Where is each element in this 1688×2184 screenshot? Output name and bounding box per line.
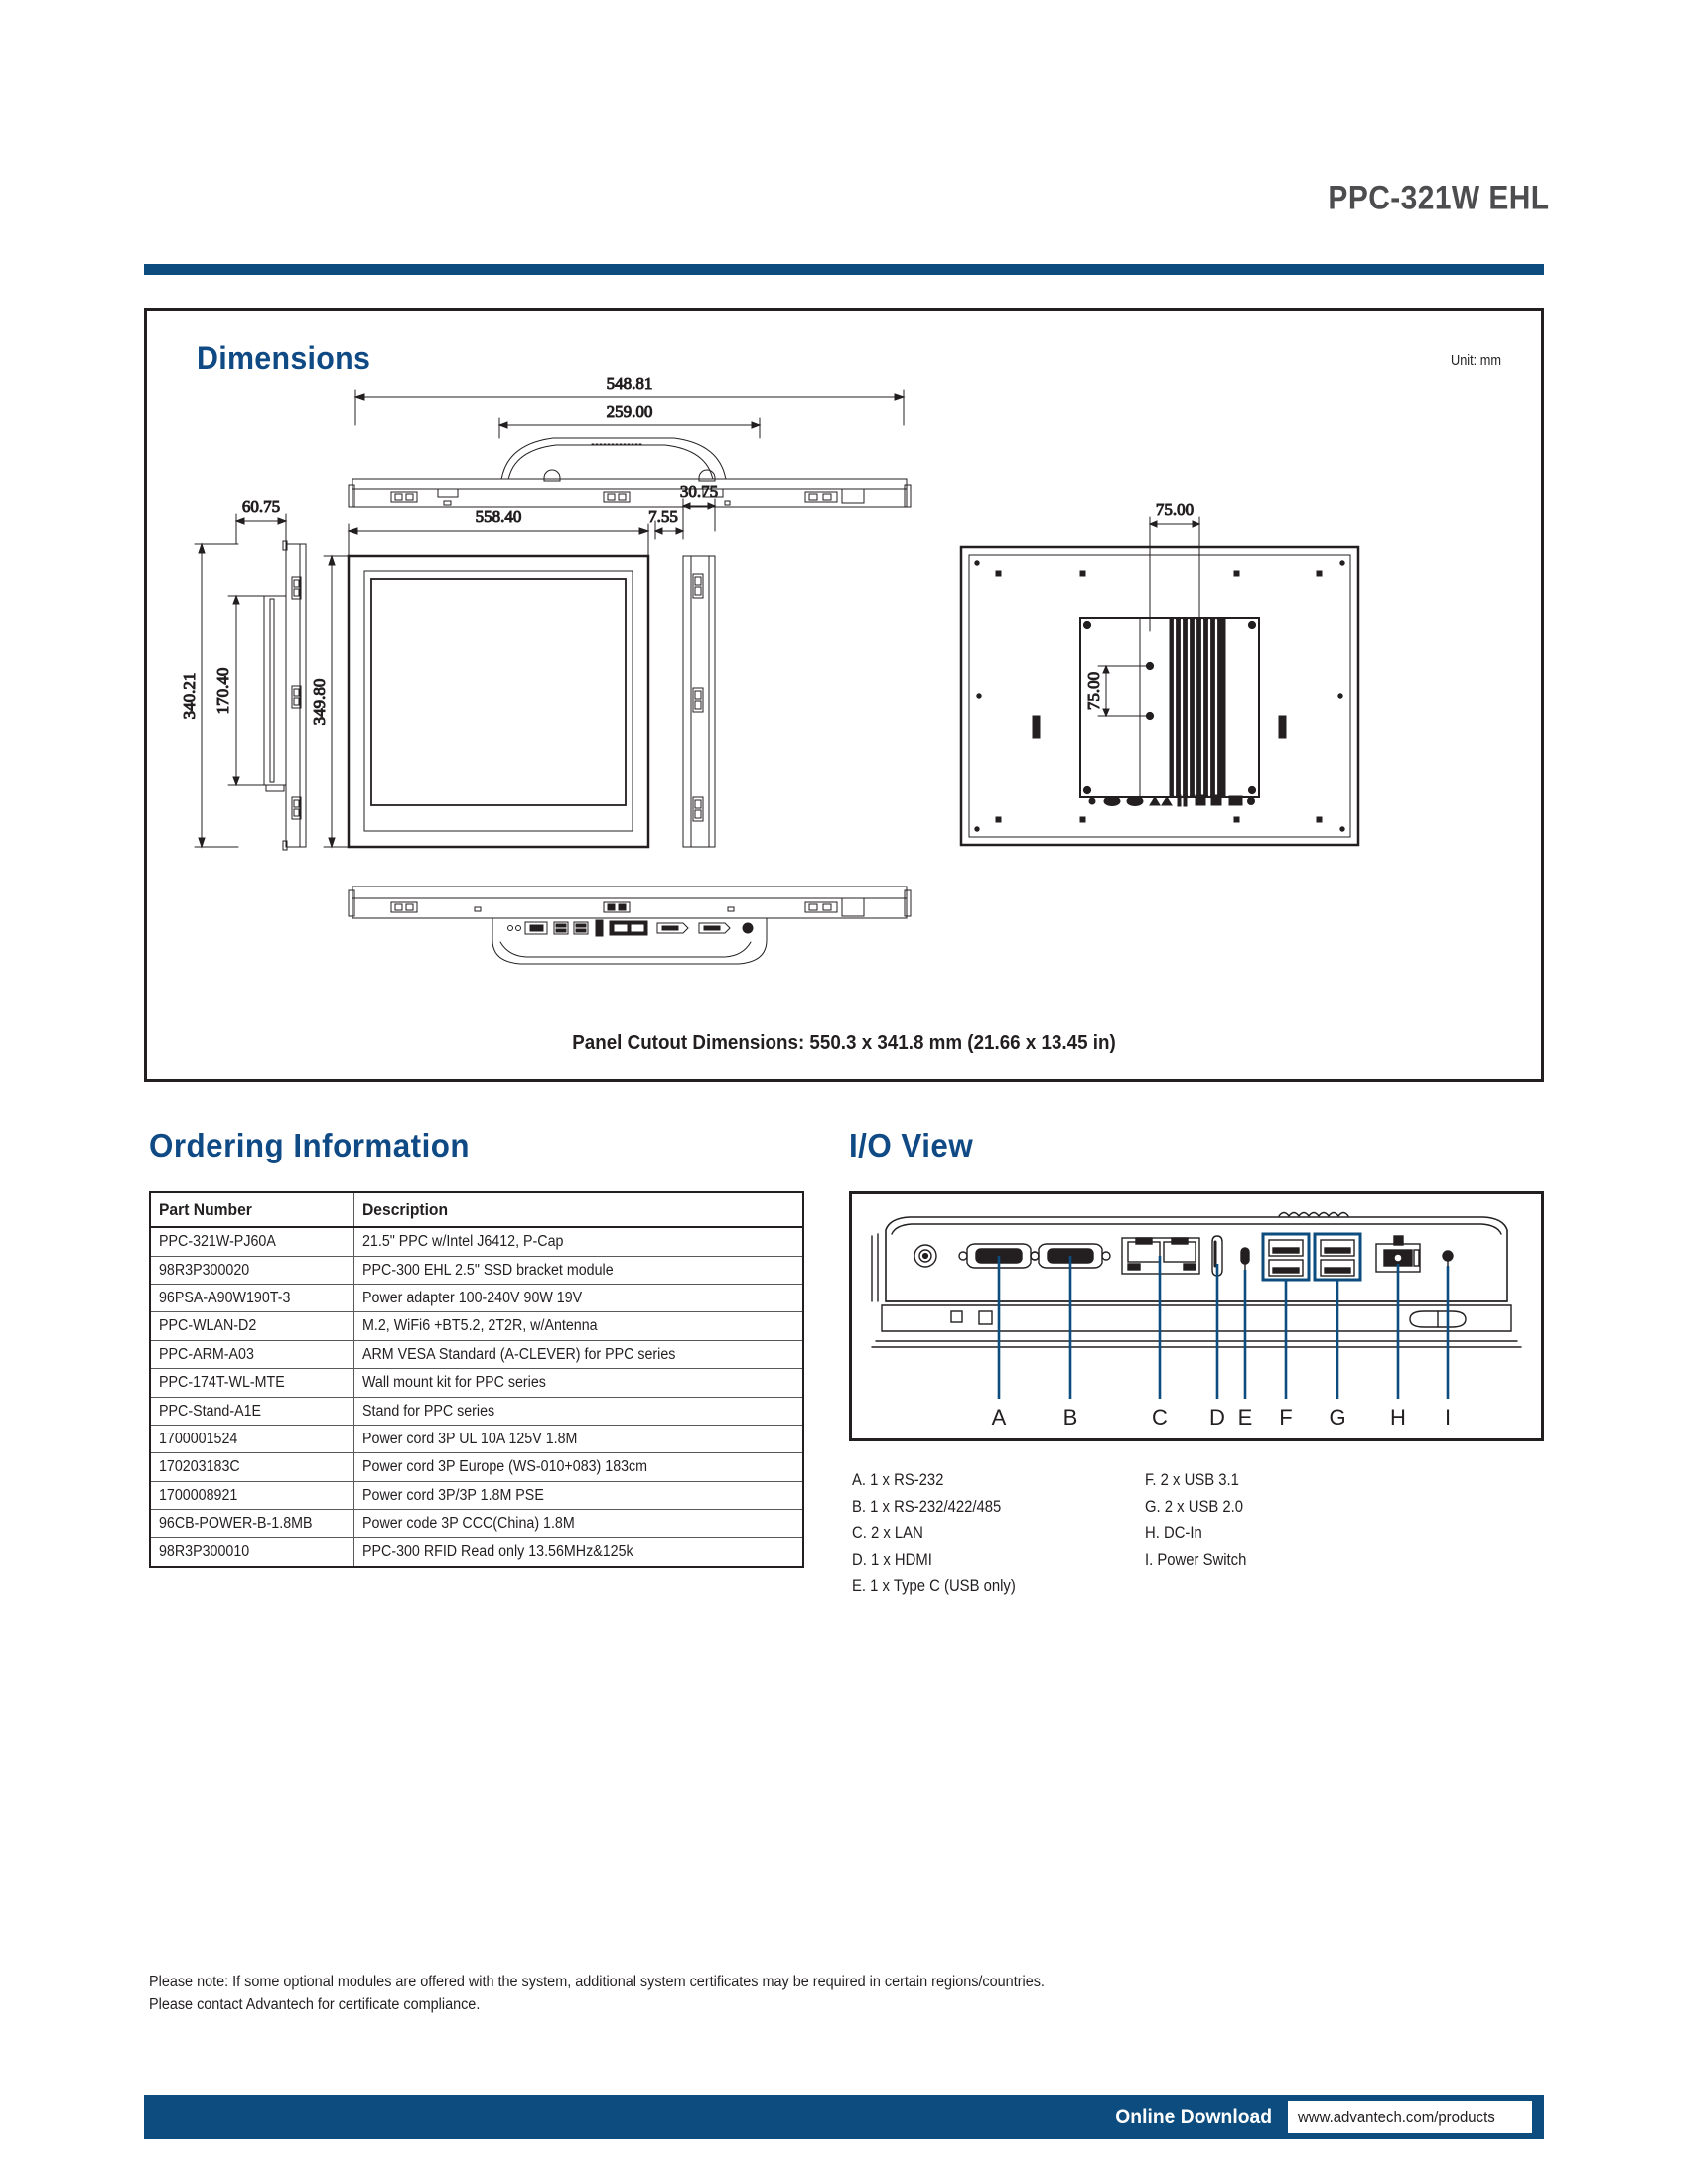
svg-text:60.75: 60.75 xyxy=(241,497,281,516)
io-legend xyxy=(852,1467,1547,1600)
panel-cutout-note: Panel Cutout Dimensions: 550.3 x 341.8 mm (21.66 x 13.45 in) xyxy=(572,1032,1116,1054)
ordering-information-heading: Ordering Information xyxy=(149,1127,470,1163)
svg-text:7.55: 7.55 xyxy=(648,507,678,526)
io-callout-letter: I xyxy=(1444,1405,1452,1430)
cell-part-number: PPC-Stand-A1E xyxy=(150,1397,353,1425)
online-download-label: Online Download xyxy=(1114,2105,1272,2128)
io-legend-item: A. 1 x RS-232 xyxy=(852,1471,944,1489)
cell-part-number: 96PSA-A90W190T-3 xyxy=(150,1285,353,1312)
io-callout-letter: F xyxy=(1279,1405,1293,1430)
cell-description: Wall mount kit for PPC series xyxy=(353,1369,803,1397)
cell-description: Power adapter 100-240V 90W 19V xyxy=(353,1285,803,1312)
io-callout-letter: D xyxy=(1209,1405,1225,1430)
column-header-description: Description xyxy=(353,1192,803,1227)
table-row xyxy=(150,1481,803,1509)
cell-description: Power cord 3P UL 10A 125V 1.8M xyxy=(353,1425,803,1452)
cell-part-number: 96CB-POWER-B-1.8MB xyxy=(150,1510,353,1538)
footnote-line-2: Please contact Advantech for certificate compliance. xyxy=(149,1996,481,2014)
column-header-part-number: Part Number xyxy=(150,1192,353,1227)
header-divider-rule xyxy=(144,264,1544,275)
io-legend-item: I. Power Switch xyxy=(1144,1551,1246,1570)
io-callout-letter: H xyxy=(1390,1405,1406,1430)
cell-description: ARM VESA Standard (A-CLEVER) for PPC series xyxy=(353,1340,803,1368)
svg-text:340.21: 340.21 xyxy=(180,672,199,720)
cell-description: Power cord 3P Europe (WS-010+083) 183cm xyxy=(353,1453,803,1481)
cell-part-number: 1700001524 xyxy=(150,1425,353,1452)
io-legend-item: D. 1 x HDMI xyxy=(852,1551,932,1570)
table-row xyxy=(150,1227,803,1256)
table-row xyxy=(150,1369,803,1397)
cell-description: PPC-300 RFID Read only 13.56MHz&125k xyxy=(353,1538,803,1567)
cell-description: Power code 3P CCC(China) 1.8M xyxy=(353,1510,803,1538)
online-download-url[interactable]: www.advantech.com/products xyxy=(1298,2107,1495,2126)
io-callout-letter: G xyxy=(1329,1405,1346,1430)
io-legend-column-right xyxy=(1145,1467,1443,1573)
table-row xyxy=(150,1340,803,1368)
svg-text:30.75: 30.75 xyxy=(679,482,719,501)
footer-bar xyxy=(144,2095,1544,2139)
svg-text:558.40: 558.40 xyxy=(475,507,522,526)
cell-part-number: PPC-321W-PJ60A xyxy=(150,1227,353,1256)
io-legend-item: G. 2 x USB 2.0 xyxy=(1144,1497,1243,1516)
table-row xyxy=(150,1397,803,1425)
svg-text:170.40: 170.40 xyxy=(213,667,232,715)
table-row xyxy=(150,1425,803,1452)
unit-label: Unit: mm xyxy=(1451,352,1501,369)
cell-part-number: PPC-174T-WL-MTE xyxy=(150,1369,353,1397)
cell-part-number: 98R3P300010 xyxy=(150,1538,353,1567)
page-header xyxy=(0,0,1688,298)
io-callout-letter: C xyxy=(1152,1405,1168,1430)
dimensions-panel xyxy=(144,308,1544,1082)
svg-text:548.81: 548.81 xyxy=(606,374,653,393)
io-view-drawing xyxy=(852,1194,1541,1438)
io-callout-letter: E xyxy=(1237,1405,1253,1430)
dimension-drawings xyxy=(147,311,1541,1079)
dimensions-heading: Dimensions xyxy=(197,341,371,376)
io-callout-letter: B xyxy=(1062,1405,1078,1430)
cell-description: PPC-300 EHL 2.5" SSD bracket module xyxy=(353,1256,803,1284)
svg-text:349.80: 349.80 xyxy=(310,678,329,726)
cell-description: Power cord 3P/3P 1.8M PSE xyxy=(353,1481,803,1509)
io-legend-item: C. 2 x LAN xyxy=(852,1524,923,1543)
io-view-heading: I/O View xyxy=(849,1127,974,1163)
table-header-row xyxy=(150,1192,803,1227)
cell-part-number: 170203183C xyxy=(150,1453,353,1481)
io-legend-item: B. 1 x RS-232/422/485 xyxy=(852,1497,1002,1516)
io-legend-item: E. 1 x Type C (USB only) xyxy=(852,1576,1016,1595)
page-title: PPC-321W EHL xyxy=(1327,179,1549,217)
svg-text:259.00: 259.00 xyxy=(606,402,653,421)
footnote xyxy=(149,1971,1440,2017)
cell-part-number: PPC-WLAN-D2 xyxy=(150,1312,353,1340)
table-row xyxy=(150,1256,803,1284)
io-legend-item: H. DC-In xyxy=(1144,1524,1202,1543)
svg-text:75.00: 75.00 xyxy=(1084,671,1103,711)
ordering-information-table xyxy=(149,1191,804,1568)
io-legend-item: F. 2 x USB 3.1 xyxy=(1144,1471,1239,1489)
online-download-url-box[interactable] xyxy=(1288,2101,1532,2133)
svg-text:75.00: 75.00 xyxy=(1155,500,1195,519)
cell-part-number: PPC-ARM-A03 xyxy=(150,1340,353,1368)
table-row xyxy=(150,1312,803,1340)
io-view-panel xyxy=(849,1191,1544,1441)
io-legend-column-left xyxy=(852,1467,1140,1600)
table-row xyxy=(150,1538,803,1567)
cell-description: M.2, WiFi6 +BT5.2, 2T2R, w/Antenna xyxy=(353,1312,803,1340)
cell-description: Stand for PPC series xyxy=(353,1397,803,1425)
footnote-line-1: Please note: If some optional modules are offered with the system, additional system certificates may be required in certain regions/countries. xyxy=(149,1974,1045,1990)
cell-part-number: 98R3P300020 xyxy=(150,1256,353,1284)
table-row xyxy=(150,1285,803,1312)
cell-description: 21.5" PPC w/Intel J6412, P-Cap xyxy=(353,1227,803,1256)
table-row xyxy=(150,1453,803,1481)
io-callout-letter: A xyxy=(991,1405,1007,1430)
table-row xyxy=(150,1510,803,1538)
cell-part-number: 1700008921 xyxy=(150,1481,353,1509)
